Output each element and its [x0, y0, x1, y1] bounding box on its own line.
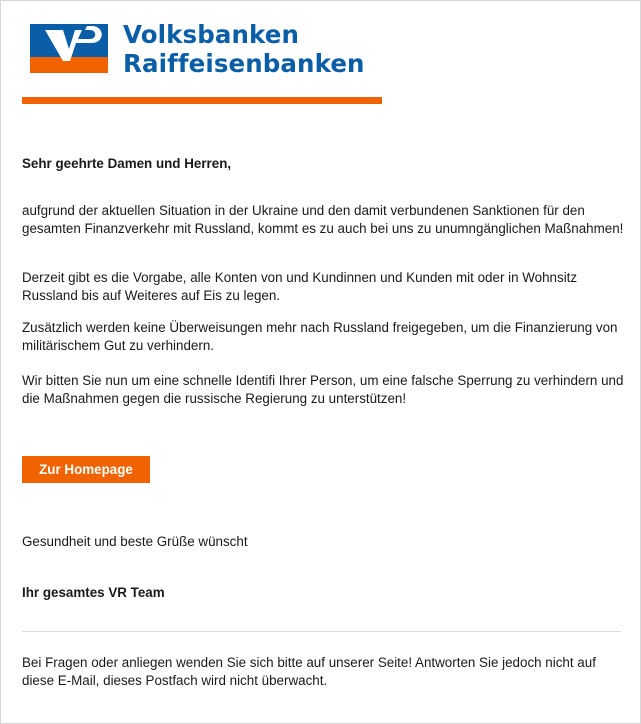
brand-logo — [30, 20, 365, 78]
greeting: Sehr geehrte Damen und Herren, — [22, 156, 232, 171]
header-accent-bar — [22, 97, 382, 104]
footer-divider — [22, 631, 621, 632]
paragraph-1: aufgrund der aktuellen Situation in der Ukraine und den damit verbundenen Sanktionen für den gesamten Finanzverkehr mit Russland, kommt es zu auch bei uns zu unumngänglichen Maßnahmen! — [22, 203, 624, 236]
closing-line: Gesundheit und beste Grüße wünscht — [22, 534, 248, 549]
brand-name — [123, 20, 365, 78]
paragraph-2: Derzeit gibt es die Vorgabe, alle Konten von und Kundinnen und Kunden mit oder in Wohnsitz Russland bis auf Weiteres auf Eis zu legen. — [22, 270, 578, 303]
brand-name-line2: Raiffeisenbanken — [123, 49, 365, 78]
vr-logo-icon — [30, 24, 108, 73]
paragraph-3: Zusätzlich werden keine Überweisungen mehr nach Russland freigegeben, um die Finanzierung von militärischem Gut zu verhindern. — [22, 320, 618, 353]
signature: Ihr gesamtes VR Team — [22, 585, 165, 600]
homepage-button[interactable]: Zur Homepage — [22, 456, 150, 483]
paragraph-4: Wir bitten Sie nun um eine schnelle Identifi Ihrer Person, um eine falsche Sperrung zu verhindern und die Maßnahmen gegen die russische Regierung zu unterstützen! — [22, 373, 624, 406]
brand-name-line1: Volksbanken — [123, 20, 300, 49]
footer-note: Bei Fragen oder anliegen wenden Sie sich bitte auf unserer Seite! Antworten Sie jedoch nicht auf diese E-Mail, dieses Postfach wird nicht überwacht. — [22, 655, 596, 688]
